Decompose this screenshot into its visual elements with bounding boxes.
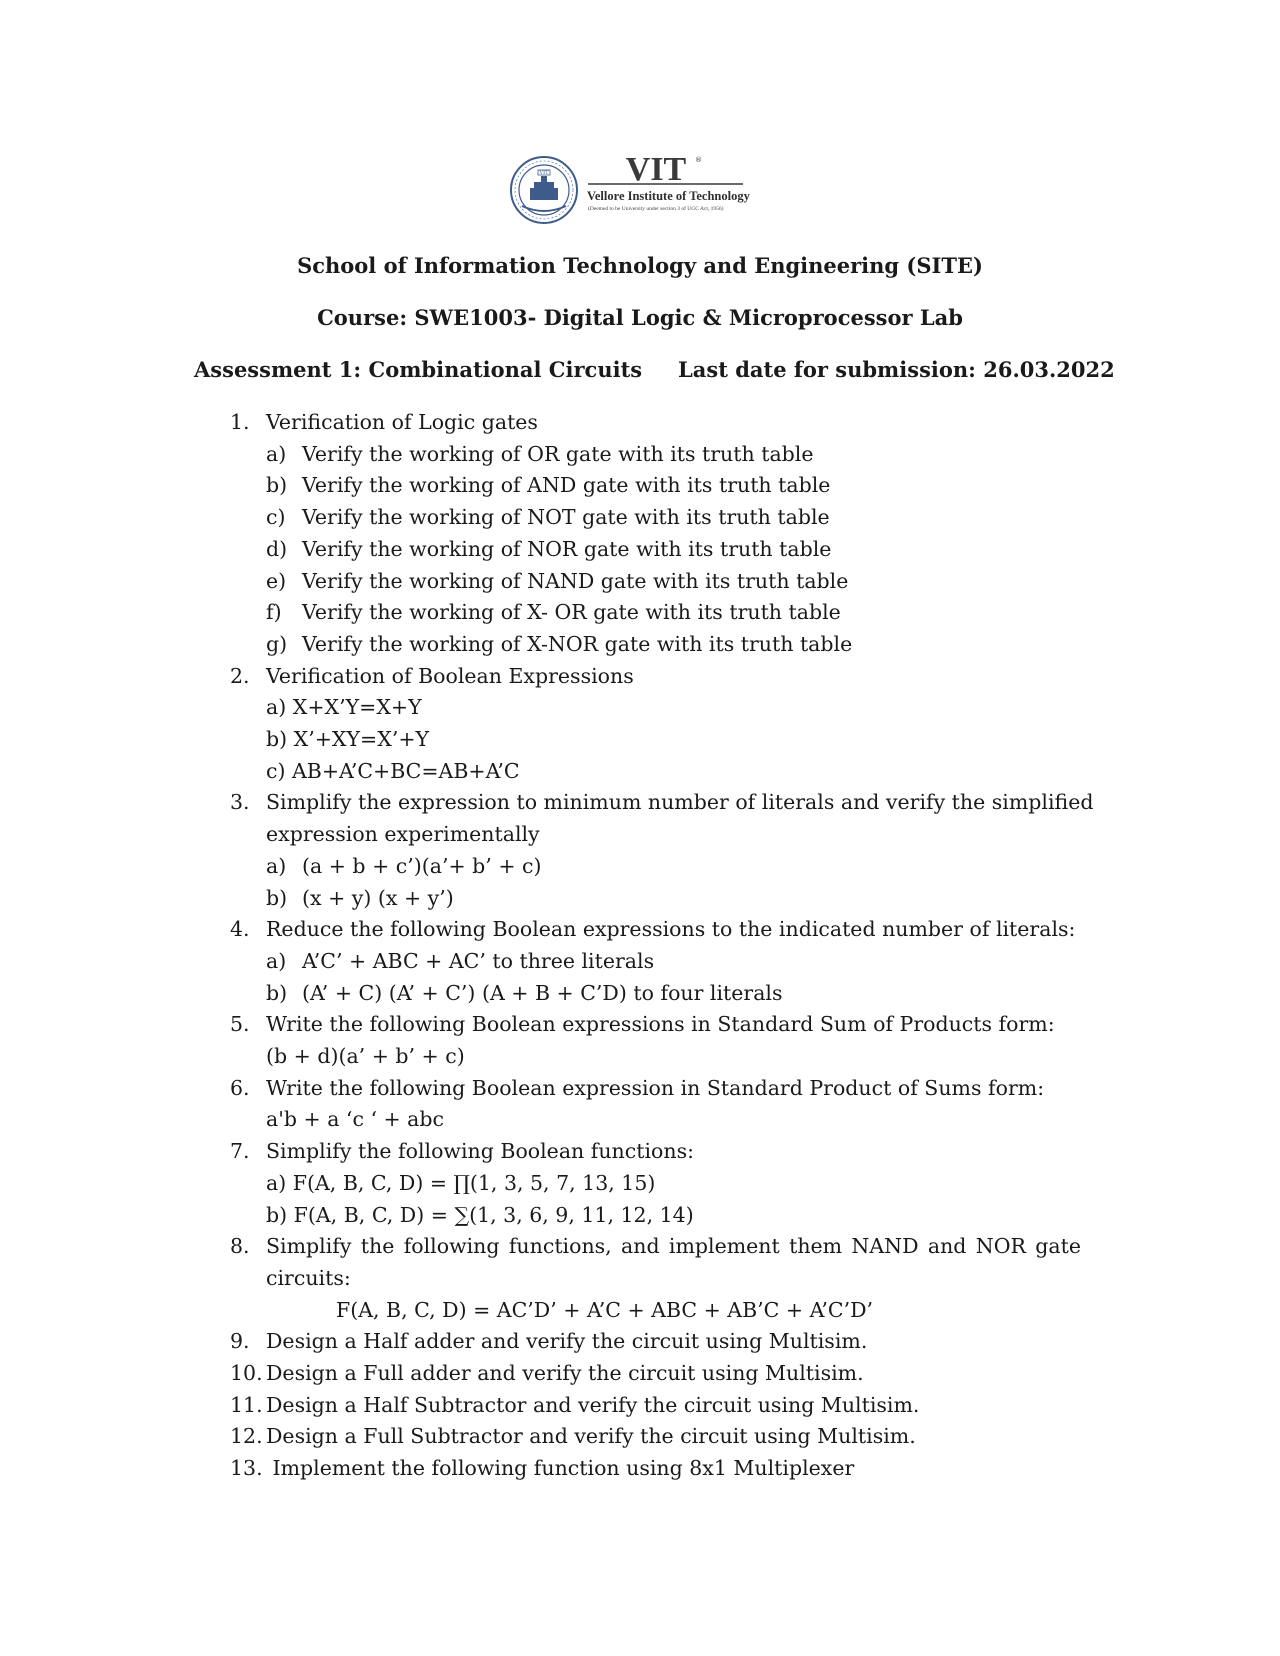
svg-text:®: ® [695,156,702,164]
logo-tagline: (Deemed to be University under section 3 of UGC Act, 1956) [588,206,724,212]
university-seal-icon [511,157,577,223]
vit-logo [508,152,768,228]
assessment-title: Assessment 1: Combinational Circuits [194,357,643,382]
course-title: Course: SWE1003- Digital Logic & Microprocessor Lab [317,305,963,330]
logo-wordmark: VIT [625,152,687,188]
seal-text: VIT [539,170,549,176]
submission-deadline: Last date for submission: 26.03.2022 [678,357,1115,382]
school-title: School of Information Technology and Engineering (SITE) [297,253,983,278]
logo-fullname: Vellore Institute of Technology [587,189,750,203]
